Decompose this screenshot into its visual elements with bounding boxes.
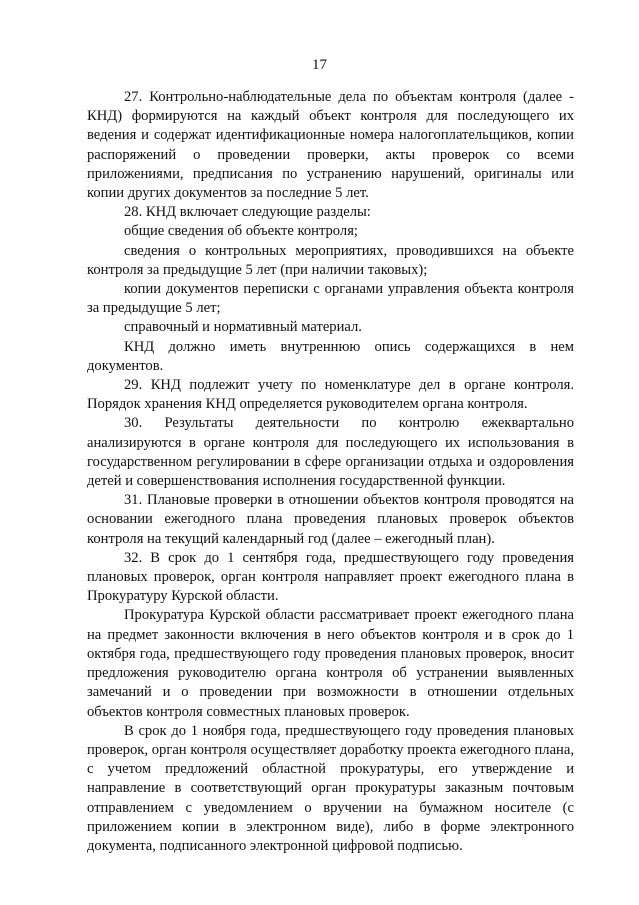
- paragraph-28: 28. КНД включает следующие разделы:: [124, 204, 371, 221]
- paragraph-prosecutor-review: Прокуратура Курской области рассматривает проект ежегодного плана на предмет законности включения в него объектов контроля и в срок до 1 октября года, предшествующего году проведения плановых проверок, вносит предложения руководителю органа контроля об устранении выявленных замечаний и о проведении при возможности в отношении отдельных объектов контроля совместных плановых проверок.: [87, 607, 574, 720]
- paragraph-29: 29. КНД подлежит учету по номенклатуре дел в органе контроля. Порядок хранения КНД определяется руководителем органа контроля.: [87, 377, 574, 413]
- list-item-correspondence: копии документов переписки с органами управления объекта контроля за предыдущие 5 лет;: [87, 281, 574, 317]
- paragraph-knd-inventory: КНД должно иметь внутреннюю опись содержащихся в нем документов.: [87, 338, 574, 374]
- page-number: 17: [312, 57, 327, 73]
- document-body: [87, 88, 574, 856]
- list-item-general-info: общие сведения об объекте контроля;: [124, 223, 358, 240]
- paragraph-30: 30. Результаты деятельности по контролю ежеквартально анализируются в органе контроля для последующего их использования в государственном регулировании в сфере организации отдыха и оздоровления детей и совершенствования исполнения государственной функции.: [87, 415, 574, 490]
- list-item-reference-material: справочный и нормативный материал.: [124, 319, 362, 336]
- paragraph-31: 31. Плановые проверки в отношении объектов контроля проводятся на основании ежегодного плана проведения плановых проверок объектов контроля на текущий календарный год (далее – ежегодный план).: [87, 492, 574, 547]
- paragraph-plan-finalization: В срок до 1 ноября года, предшествующего году проведения плановых проверок, орган контроля осуществляет доработку проекта ежегодного плана, с учетом предложений областной прокуратуры, его утверждение и направление в соответствующий орган прокуратуры заказным почтовым отправлением с уведомлением о вручении на бумажном носителе (с приложением копии в электронном виде), либо в форме электронного документа, подписанного электронной цифровой подписью.: [87, 722, 574, 854]
- paragraph-27: 27. Контрольно-наблюдательные дела по объектам контроля (далее - КНД) формируются на каждый объект контроля для последующего их ведения и содержат идентификационные номера налогоплательщиков, копии распоряжений о проведении проверки, акты проверок со всеми приложениями, предписания по устранению нарушений, оригиналы или копии других документов за последние 5 лет.: [87, 89, 574, 202]
- paragraph-32: 32. В срок до 1 сентября года, предшествующего году проведения плановых проверок, орган контроля направляет проект ежегодного плана в Прокуратуру Курской области.: [87, 549, 574, 605]
- list-item-control-events: сведения о контрольных мероприятиях, проводившихся на объекте контроля за предыдущие 5 лет (при наличии таковых);: [87, 242, 574, 278]
